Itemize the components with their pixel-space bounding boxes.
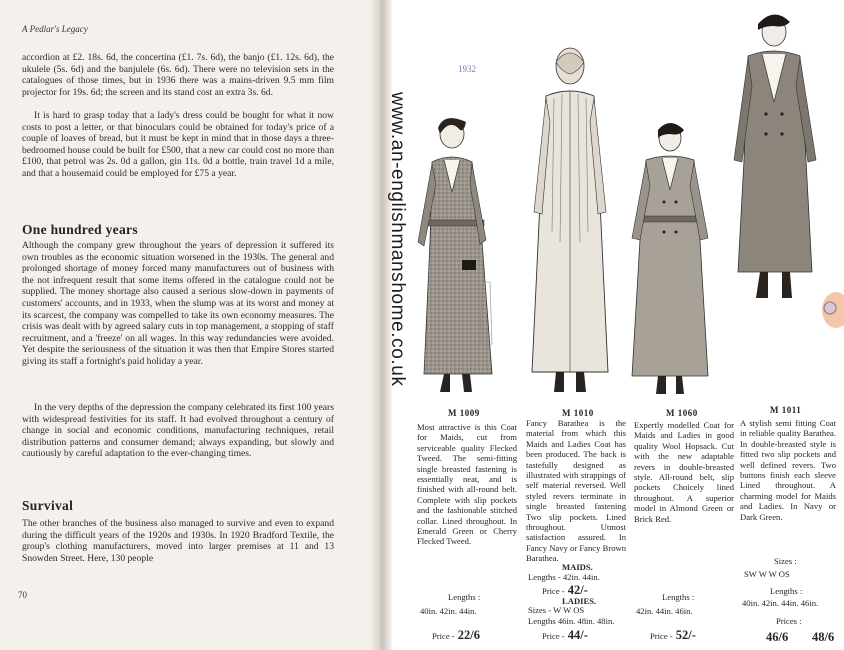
price-value-m1010: 44/- xyxy=(567,628,588,642)
section1-paragraph-2: In the very depths of the depression the company celebrated its first 100 years with widespread festivities for its staff. It had evolved throughout a century of change in social and economic conditions, manufacturing techniques, retail distribution patterns and consumer demand; always expanding, but slowly and cautiously by careful adaptation to the ever-changing times. xyxy=(22,402,334,460)
lengths-values-m1009: 40in. 42in. 44in. xyxy=(420,606,477,616)
sizes-m1010: Sizes - W W OS xyxy=(528,605,585,615)
item-code-m1009: M 1009 xyxy=(448,408,480,418)
left-page xyxy=(0,0,380,650)
item-description-m1010: Fancy Barathea is the material from which this Maids and Ladies Coat has been produced. The back is tastefully designed as illustrated with strappings of self material reversed. Well styled revers terminate in single breasted fastening Two slip pockets. Lined throughout. Utmost satisfaction assured. In Fancy Navy or Fancy Brown Barathea. xyxy=(526,418,626,564)
item-code-m1010: M 1010 xyxy=(562,408,594,418)
price-label-m1009: Price - xyxy=(432,631,455,641)
item-code-m1060: M 1060 xyxy=(666,408,698,418)
price-b-m1011: 48/6 xyxy=(812,630,835,644)
lengths-label-m1011: Lengths : xyxy=(770,586,803,596)
item-description-m1060: Expertly modelled Coat for Maids and Ladies in good quality Wool Hopsack. Cut with the new adaptable revers in double-breasted style. All-round belt, slip pockets Choicely lined throughout. A superior model in Almond Green or Brick Red. xyxy=(634,420,734,524)
running-head: A Pedlar's Legacy xyxy=(22,24,88,34)
coat-illustration-m1060 xyxy=(622,120,718,400)
intro-paragraph-1: accordion at £2. 18s. 6d, the concertina (£1. 7s. 6d), the banjo (£1. 12s. 6d), the ukulele (5s. 6d) and the banjulele (6s. 6d). There were no television sets in the catalogues of those times, but in 1936 there was a mains-driven 9.5 mm film projector for 19s. 6d; the screen and its stand cost an extra 3s. 6d. xyxy=(22,52,334,98)
section2-paragraph-1: The other branches of the business also managed to survive and even to expand during the difficult years of the 1920s and 1930s. In 1920 Bradford Textile, the group's clothing manufacturers, moved into larger premises at 11 and 13 Snowden Street. Here, 130 people xyxy=(22,518,334,564)
sizes-m1011: SW W W OS xyxy=(744,569,790,579)
page-number: 70 xyxy=(18,590,27,600)
item-description-m1011: A stylish semi fitting Coat in reliable quality Barathea. In double-breasted style is fitted two slip pockets and well defined revers. Two buttons finish each sleeve Lined throughout. A charming model for Maids and Ladies. In Navy or Dark Green. xyxy=(740,418,836,522)
lengths-values-m1060: 42in. 44in. 46in. xyxy=(636,606,693,616)
price-label-m1010: Price - xyxy=(542,631,565,641)
maids-label-m1010: MAIDS. xyxy=(562,562,593,572)
price-m1009 xyxy=(432,628,480,643)
section1-paragraph-1: Although the company grew throughout the years of depression it suffered its own troubles as the economic situation worsened in the 1930s. The general and prolonged shortage of money forced many manufacturers out of business with the not infrequent result that some items offered in the catalogue could not be supplied. The money shortage also caused a serious slow-down in payments of customers' accounts, and in 1933, when the slump was at its worst and money at its scarcest, the company was compelled to take its own economy measures. The crisis was dealt with by agreed salary cuts in top management, a stopping of staff recruitment, and a 'freeze' on all wages. In this way redundancies were avoided. Yet despite the seriousness of the situation it was then that Empire Stores started giving its staff a fortnight's paid holiday a year. xyxy=(22,240,334,367)
heading-survival: Survival xyxy=(22,498,74,513)
year-annotation: 1932 xyxy=(458,64,476,74)
lengths-label-m1009: Lengths : xyxy=(448,592,481,602)
lengths-label-m1060: Lengths : xyxy=(662,592,695,602)
sizes-label-m1011: Sizes : xyxy=(774,556,797,566)
price-m1010 xyxy=(542,628,588,643)
price-value-m1009: 22/6 xyxy=(457,628,481,642)
maids-lengths-m1010: Lengths - 42in. 44in. xyxy=(528,572,600,582)
thumb-edge-icon xyxy=(818,290,844,330)
heading-one-hundred-years: One hundred years xyxy=(22,222,138,237)
coat-illustration-m1010 xyxy=(520,42,620,402)
ladies-lengths-m1010: Lengths 46in. 48in. 48in. xyxy=(528,616,615,626)
price-m1060 xyxy=(650,628,696,643)
maids-price-label-m1010: Price - xyxy=(542,586,565,596)
coat-illustration-m1009 xyxy=(410,112,520,402)
lengths-values-m1011: 40in. 42in. 44in. 46in. xyxy=(742,598,819,608)
item-code-m1011: M 1011 xyxy=(770,405,802,415)
item-description-m1009: Most attractive is this Coat for Maids, cut from serviceable quality Flecked Tweed. The semi-fitting single breasted fastening is essentially neat, and is finished with all-round belt. Complete with slip pockets and the fashionable stitched collar. Lined throughout. In Emerald Green or Cherry Flecked Tweed. xyxy=(417,422,517,547)
prices-label-m1011: Prices : xyxy=(776,616,802,626)
maids-price-value-m1010: 42/- xyxy=(567,583,588,597)
intro-paragraph-2: It is hard to grasp today that a lady's dress could be bought for what it now costs to post a letter, or that binoculars could be obtained for today's price of a couple of loaves of bread, but it must be kept in mind that in those days a three-bedroomed house could be built for £500, that a new car could cost no more than £100, that petrol was 2s. 0d a gallon, gin 11s. 0d a bottle, train travel 1d a mile, and that a housemaid could be employed for £75 a year. xyxy=(22,110,334,179)
ladies-label-m1010: LADIES. xyxy=(562,596,597,606)
price-a-m1011: 46/6 xyxy=(766,630,789,644)
price-label-m1060: Price - xyxy=(650,631,673,641)
price-value-m1060: 52/- xyxy=(675,628,696,642)
coat-illustration-m1011 xyxy=(720,10,830,310)
website-watermark: www.an-englishmanshome.co.uk xyxy=(387,92,408,387)
